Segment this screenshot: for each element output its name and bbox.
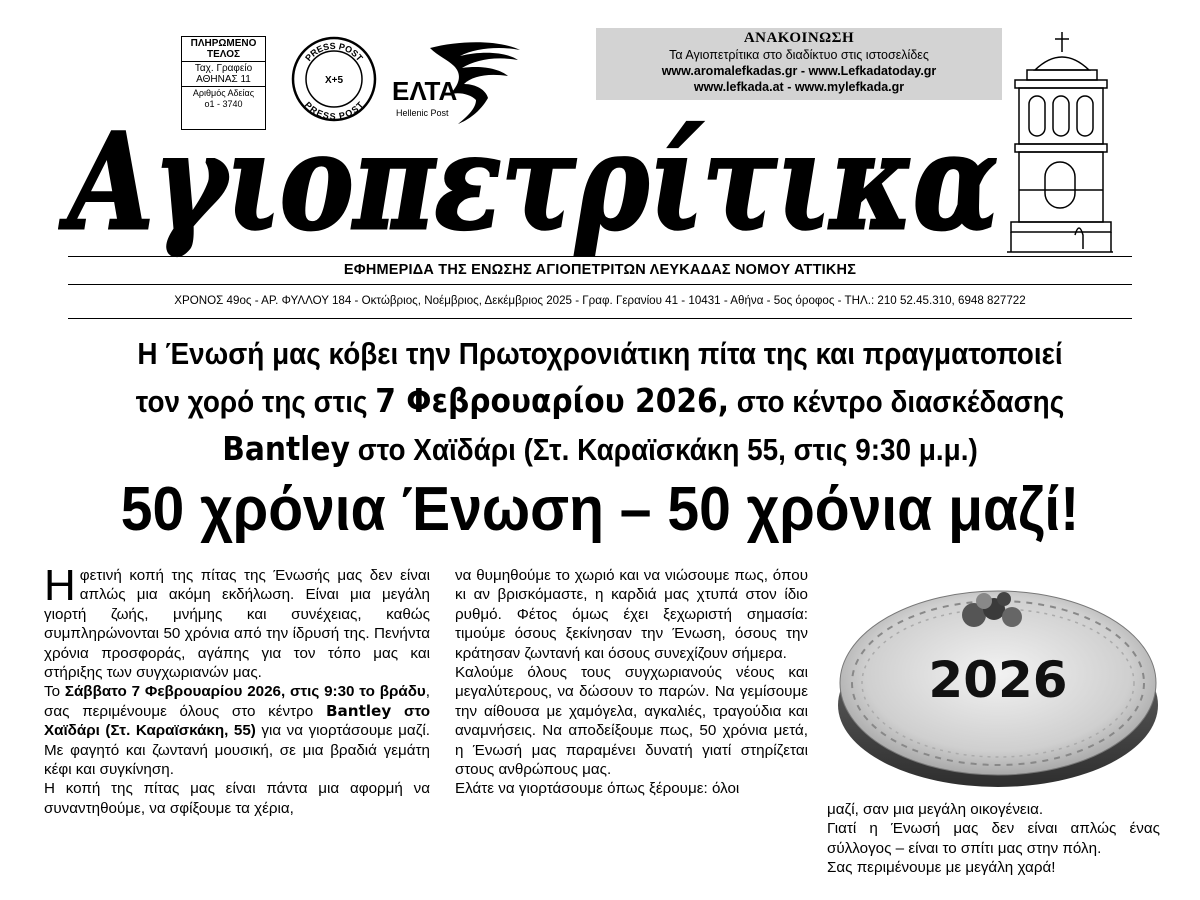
masthead-logo (58, 108, 1008, 258)
announcement-box (596, 28, 1002, 100)
newspaper-subtitle: ΕΦΗΜΕΡΙΔΑ ΤΗΣ ΕΝΩΣΗΣ ΑΓΙΟΠΕΤΡΙΤΩΝ ΛΕΥΚΑΔΑΣ ΝΟΜΟΥ ΑΤΤΙΚΗΣ (343, 262, 857, 278)
article-p2-date: Σάββατο 7 Φεβρουαρίου 2026, στις 9:30 το βράδυ (64, 683, 426, 701)
issue-info-line: ΧΡΟΝΟΣ 49ος - ΑΡ. ΦΥΛΛΟΥ 184 - Οκτώβριος, Νοέμβριος, Δεκέμβριος 2025 - Γραφ. Γερανίου 41 - 10431 - Αθήνα - 5ος όροφος - ΤΗΛ.: 210 52.45.310, 6948 827722 (174, 294, 1026, 307)
postage-permit-line1: Αριθμός Αδείας (192, 88, 255, 98)
headline-line3-b: στο Χαϊδάρι (Στ. Καραϊσκάκη 55, στις 9:30 μ.μ.) (349, 432, 978, 467)
headline-line2 (78, 377, 1122, 425)
elta-tagline: Hellenic Post (396, 108, 449, 118)
big-title: 50 χρόνια Ένωση – 50 χρόνια μαζί! (120, 475, 1080, 544)
header-rule-top (68, 256, 1132, 257)
postage-office-line1: Ταχ. Γραφείο (194, 63, 253, 74)
postage-office (182, 62, 265, 87)
headline-line3 (78, 425, 1122, 473)
postage-paid-line2: ΤΕΛΟΣ (207, 49, 240, 60)
article-p2-a: Το (44, 683, 65, 701)
header-rule-mid (68, 284, 1132, 285)
stamp-bottom-text: PRESS POST (302, 99, 366, 122)
announcement-title: ΑΝΑΚΟΙΝΩΣΗ (743, 30, 855, 46)
postage-paid-label (182, 37, 265, 62)
stamp-top-text: PRESS POST (303, 40, 365, 64)
article-column-2 (455, 566, 808, 799)
cake-year: 2026 (928, 651, 1068, 709)
article-paragraph-7: Σας περιμένουμε με μεγάλη χαρά! (827, 859, 1056, 877)
article-column-1 (44, 561, 430, 818)
article-p2-venue: Bantley (325, 701, 392, 720)
postage-permit-line2: ο1 - 3740 (204, 99, 243, 109)
article-paragraph-3-start: Η κοπή της πίτας μας είναι πάντα μια αφορμή να συναντηθούμε, να σφίξουμε τα χέρια, (44, 780, 430, 817)
article-paragraph-2 (44, 682, 430, 779)
article-paragraph-1 (44, 561, 430, 682)
article-paragraph-3-cont: να θυμηθούμε το χωριό και να νιώσουμε πως, όπου κι αν βρισκόμαστε, η καρδιά μας χτυπά στον ίδιο ρυθμό. Φέτος όμως έχει ξεχωριστή σημασία: τιμούμε όσους ξεκίνησαν την Ένωση, όσους την κράτησαν ζωντανή και όσους συνεχίζουν σήμερα. (455, 567, 808, 662)
article-paragraph-6: Γιατί η Ένωσή μας δεν είναι απλώς ένας σύλλογος – είναι το σπίτι μας στην πόλη. (827, 820, 1160, 857)
article-paragraph-5-end: μαζί, σαν μια μεγάλη οικογένεια. (827, 801, 1044, 818)
article-column-3 (827, 800, 1160, 878)
headline-line2-a: τον χορό της στις (135, 384, 376, 419)
vasilopita-cake-image (836, 575, 1160, 790)
article-paragraph-4: Καλούμε όλους τους συγχωριανούς νέους και μεγαλύτερους, να δώσουν το παρών. Να γεμίσουμε την αίθουσα με χαμόγελα, αγκαλιές, τραγούδια και αναμνήσεις. Να αποδείξουμε πως, 50 χρόνια μετά, η Ένωσή μας παραμένει δυνατή γιατί στηρίζεται στους ανθρώπους μας. (455, 664, 808, 779)
header-rule-bottom (68, 318, 1132, 319)
stamp-center-text: X+5 (324, 75, 344, 86)
article-p2-c: , σας περιμένουμε όλους στο κέντρο (44, 683, 430, 720)
headline-line2-c: στο κέντρο διασκέδασης (728, 384, 1065, 419)
headline-venue: Bantley (222, 429, 350, 468)
article-p2-address: στο Χαϊδάρι (Στ. Καραϊσκάκη, 55) (44, 702, 430, 740)
article-paragraph-5-start: Ελάτε να γιορτάσουμε όπως ξέρουμε: όλοι (455, 780, 740, 798)
postage-paid-line1: ΠΛΗΡΩΜΕΝΟ (190, 38, 257, 49)
article-p2-f: για να γιορτάσουμε μαζί. Με φαγητό και ζωντανή μουσική, σε μια βραδιά γεμάτη κέφι και συγκίνηση. (44, 722, 430, 779)
announcement-line1: Τα Αγιοπετρίτικα στο διαδίκτυο στις ιστοσελίδες (669, 48, 929, 62)
announcement-line3: www.lefkada.at - www.mylefkada.gr (693, 80, 905, 94)
dropcap: Η (44, 561, 76, 610)
main-headline (78, 330, 1122, 473)
announcement-line2: www.aromalefkadas.gr - www.Lefkadatoday.gr (661, 64, 937, 78)
article-p1-text: φετινή κοπή της πίτας της Ένωσής μας δεν είναι απλώς μια ακόμη εκδήλωση. Είναι μια μεγάλη γιορτή ζωής, μνήμης και συνέχειας, καθώς συμπληρώνονται 50 χρόνια από την ίδρυσή της. Πενήντα χρόνια προσφοράς, αγάπης για τον τόπο μας και στήριξης των συγχωριανών μας. (44, 567, 430, 682)
headline-date: 7 Φεβρουαρίου 2026, (375, 381, 729, 420)
elta-name: ΕΛΤΑ (392, 76, 458, 106)
masthead-title: Αγιοπετρίτικα (58, 108, 999, 258)
church-tower-icon (1005, 30, 1115, 255)
postage-office-line2: ΑΘΗΝΑΣ 11 (196, 74, 251, 85)
headline-line1: Η Ένωσή μας κόβει την Πρωτοχρονιάτικη πίτα της και πραγματοποιεί (137, 336, 1063, 371)
